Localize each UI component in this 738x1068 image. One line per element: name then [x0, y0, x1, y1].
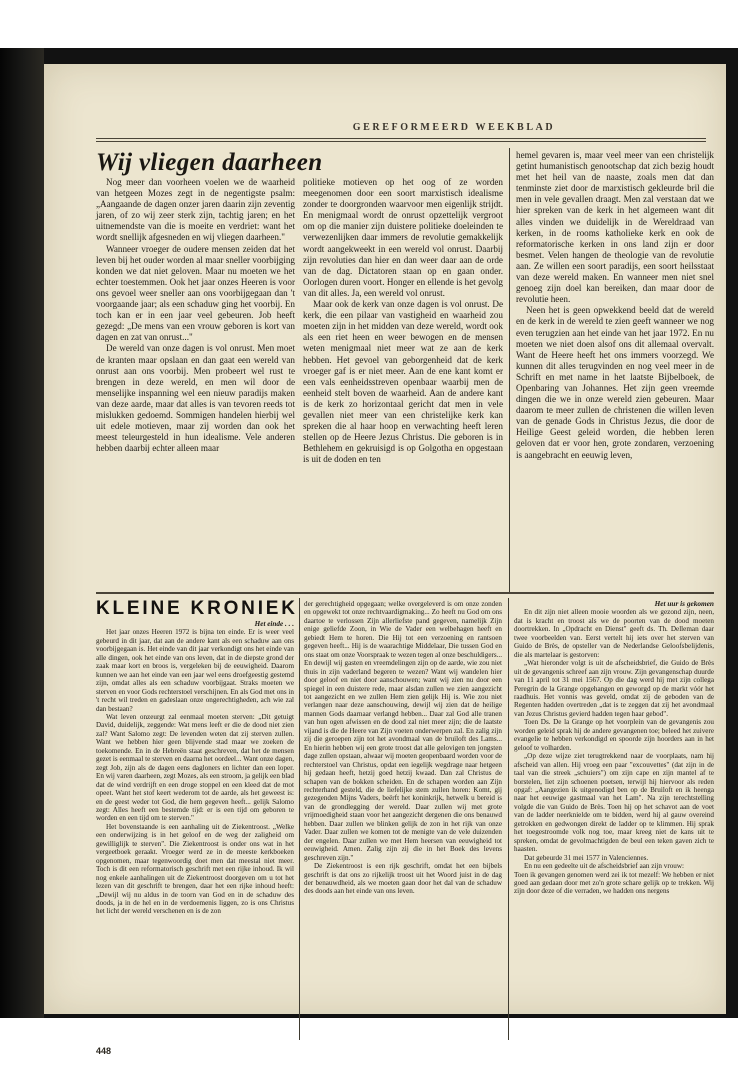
kroniek-paragraph: der gerechtigheid opgegaan; welke overgeleverd is om onze zonden en opgewekt tot onze rechtvaardigmaking... Zo heeft nu God om ons daartoe te verlossen Zijn allerliefste pand gegeven, namelijk Zijn enige geliefde Zoon, in Wie de Vader een welbehagen heeft en gebiedt Hem te horen. Die Hij tot een verzoening en rantsoen gegeven heeft... Hij is de waarachtige Middelaar, Die tussen God en ons staat om onze Voorspraak te wezen tegen al onze beschuldigers... En dewijl wij gasten en vreemdelingen zijn op de aarde, wie zou niet thuis in zijn vaderland begeren te wezen? Want wij wandelen hier door geloof en niet door aanschouwen; want wij zien nu door een spiegel in een duistere rede, maar alsdan zullen we zien aangezicht tot aangezicht en we zullen Hem zien gelijk Hij is. Wie zou niet verlangen naar deze aanschouwing, dewijl wij zien dat de heilige mannen Gods daarnaar verlangd hebben... Daar zal God alle tranen van hun ogen afwissen en de dood zal niet meer zijn; die de laatste vijand is die de Heere van Zijn voeten onderwerpen zal. En zalig zijn zij die geroepen zijn tot het avondmaal van de bruiloft des Lams... En hierin hebben wij een grote troost dat alle gelovigen ten jongsten dage zullen opstaan, alwaar wij moeten geopenbaard worden voor de rechterstoel van Christus, opdat een iegelijk wegdrage naar hetgeen hij gedaan heeft, hetzij goed hetzij kwaad. Dan zal Christus de schapen van de bokken scheiden. En de schapen worden aan Zijn rechterhand gesteld, die de liefelijke stem zullen horen: Komt, gij gezegenden Mijns Vaders, beërft het koninkrijk, hetwelk u bereid is van de grondlegging der wereld. Daar zullen wij met grote vrijmoedigheid staan voor het aangezicht dergenen die ons benauwd hebben. Daar zullen we blinken gelijk de zon in het rijk van onze Vader. Daar zullen we komen tot de menigte van de vele duizenden der engelen. Daar zullen we met Hem heersen van eeuwigheid tot eeuwigheid. Amen. Zalig zijn zij die in het Boek des levens geschreven zijn."	[304, 600, 502, 862]
kroniek-column-3	[514, 600, 714, 896]
kroniek-paragraph: Het bovenstaande is een aanhaling uit de Ziekentroost. „Welke een onderwijzing is in het geloof en de weg der zaligheid om gewilliglijk te sterven". Die Ziekentroost is onder ons wat in het vergeetboek geraakt. Vroeger werd ze in de meeste kerkboeken opgenomen, maar tegenwoordig doet men dat meestal niet meer. Toch is dit een reformatorisch geschrift met een rijke inhoud. Ik wil nog enkele aanhalingen uit de Ziekentroost doorgeven om u tot het lezen van dit geschrift te brengen, daar het een rijke inhoud heeft: „Dewijl wij nu aldus in de toorn van God en in de schaduw des doods, ja in de hel en in de verdoemenis liggen, zo is ons Christus het licht der wereld verschenen en is de zon	[96, 822, 294, 916]
article-paragraph: hemel gevaren is, maar veel meer van een christelijk getint humanistisch genootschap dat zich bezig houdt met het heil van de naaste, zoals men dat dan tenminste ziet door de marxistisch gekleurde bril die men in vele gevallen draagt. Men zal verstaan dat we hier spreken van de kerk in het algemeen want dit alles vinden we duidelijk in de Wereldraad van kerken, in de rooms katholieke kerk en ook de reformatorische kerken in ons land zijn er door besmet. Velen hangen de theologie van de revolutie aan. Ze willen een soort paradijs, een soort heilsstaat van deze wereld maken. En wanneer men niet snel genoeg zijn doel kan bereiken, dan maar door de revolutie heen.	[516, 150, 714, 305]
header-rule	[96, 138, 706, 139]
book-spine	[0, 48, 44, 1018]
article-column-3	[516, 150, 714, 461]
section-rule	[96, 592, 714, 594]
article-paragraph: politieke motieven op het oog of ze worden meegenomen door een soort marxistisch idealisme zonder te doorgronden waarvoor men eigenlijk strijdt. En menigmaal wordt de onrust opzettelijk vergroot om op die manier zijn duistere politieke doeleinden te verwezenlijken daar immers de revolutie gemakkelijk wordt aangekweekt in een wereld vol onrust. Daarbij zijn revoluties dan hier en dan weer daar aan de orde van de dag. Dictatoren staan op en gaan onder. Oorlogen duren voort. Honger en ellende is het gevolg van dit alles. Ja, een wereld vol onrust.	[303, 177, 503, 298]
kroniek-paragraph: En nu een gedeelte uit de afscheidsbrief aan zijn vrouw:	[524, 862, 685, 871]
section-title: KLEINE KRONIEK	[96, 598, 298, 619]
running-header: GEREFORMEERD WEEKBLAD	[352, 122, 556, 133]
kroniek-paragraph: De Ziekentroost is een rijk geschrift, omdat het een bijbels geschrift is dat ons zo rijkelijk troost uit het Woord juist in de dag der benauwdheid, als we moeten gaan door het dal van de schaduw des doods aan het einde van ons leven.	[304, 862, 502, 896]
kroniek-paragraph: Toen Ds. De la Grange op het voorplein van de gevangenis zou worden geleid sprak hij de andere gevangenen toe; beleed het zuivere evangelie te hebben verkondigd en spoorde zijn hoorders aan in het geloof te volharden.	[514, 718, 714, 752]
column-divider	[508, 598, 509, 1040]
article-paragraph: De wereld van onze dagen is vol onrust. Men moet de kranten maar opslaan en dan gaat een wereld van onrust aan ons voorbij. Men probeert wel rust te brengen in deze wereld, en men wil door de menselijke inspanning wel een nieuw paradijs maken van deze aarde, maar dat alles is van tevoren reeds tot mislukken gedoemd. Sommigen handelen hierbij wel uit edele motieven, maar zij worden dan ook het meest teleurgesteld in hun idealisme. Vele anderen hebben daarbij echter alleen maar	[96, 343, 295, 454]
article-paragraph: Nog meer dan voorheen voelen we de waarheid van hetgeen Mozes zegt in de negentigste psalm: „Aangaande de dagen onzer jaren daarin zijn zeventig jaren, of zo wij zeer sterk zijn, tachtig jaren; en het uitnemendste van die is moeite en verdriet: want het wordt snellijk afgesneden en wij vliegen daarheen."	[96, 177, 295, 243]
kroniek-paragraph: „Wat hieronder volgt is uit de afscheidsbrief, die Guido de Brès uit de gevangenis schreef aan zijn vrouw. Zijn gevangenschap duurde van 11 april tot 31 mei 1567. Op die dag werd hij met zijn collega Peregrin de la Grange opgehangen en geworgd op de markt vóór het raadhuis. Het vonnis was geveld, omdat zij de geboden van de Regenten hadden overtreden „dat is te zeggen dat zij het avondmaal van Jezus Christus gevierd hadden tegen haar gebod".	[514, 659, 714, 718]
kroniek-paragraph: Dat gebeurde 31 mei 1577 in Valenciennes.	[524, 853, 649, 862]
kroniek-paragraph: Het jaar onzes Heeren 1972 is bijna ten einde. Er is weer veel gebeurd in dit jaar, dat aan de andere kant als een schaduw aan ons voorbijgegaan is. Het einde van dit jaar verkondigt ons het einde van alle dingen, ook het einde van ons leven, dat in de diepste grond der zaak maar kort en broos is, vergeleken bij de eeuwigheid. Daarom kunnen we aan het einde van een jaar wel eens droefgeestig gestemd zijn, omdat alles als een schaduw voorbijgaat. Straks moeten we sterven en voor Gods rechterstoel verschijnen. En als God met ons in 't recht wil treden en gadeslaan onze ongerechtigheden, ach wie zal dan bestaan?	[96, 628, 294, 713]
kroniek-paragraph: En dit zijn niet alleen mooie woorden als we gezond zijn, neen, dat is kracht en troost als we de poorten van de dood moeten doortrekken. In „Opdracht en Dienst" geeft ds. Th. Delleman daar twee voorbeelden van. Eerst vertelt hij iets over het sterven van Guido de Brès, de opsteller van de Nederlandse Geloofsbelijdenis, die als martelaar is gestorven:	[514, 608, 714, 659]
column-divider	[509, 148, 510, 592]
article-title: Wij vliegen daarheen	[96, 149, 323, 176]
article-column-2	[303, 177, 503, 465]
section-subtitle: Het uur is gekomen	[654, 599, 714, 608]
page-number: 448	[96, 1046, 112, 1056]
article-paragraph: Wanneer vroeger de oudere mensen zeiden dat het leven bij het ouder worden al maar sneller voorbijging konden we dat niet geloven. Maar nu moeten we het echter toestemmen. Ook het jaar onzes Heeren is voor ons gevoel weer sneller aan ons voorbijgegaan dan 't voorgaande jaar; als een schaduw ging het voorbij. En toch kan er in een jaar veel gebeuren. Job heeft gezegd: „De mens van een vrouw geboren is kort van dagen en zat van onrust..."	[96, 243, 295, 343]
kroniek-column-2	[304, 600, 502, 896]
article-paragraph: Neen het is geen opwekkend beeld dat de wereld en de kerk in de wereld te zien geeft wanneer we nog even terugzien aan het einde van het jaar 1972. En nu moeten we niet doen alsof ons dit allemaal overvalt. Want de Heere heeft het ons immers voorzegd. We kunnen dit alles terugvinden en nog veel meer in de Schrift en met name in het laatste Bijbelboek, de Openbaring van Johannes. Het zijn geen vreemde dingen die we in onze wereld zien gebeuren. Maar daarom te meer zullen de christenen die willen leven van de genade Gods in Christus Jezus, die door de Heilige Geest geleid worden, die hebben leren geloven dat er voor hen, grote zondaren, verzoening is aangebracht en eeuwig leven,	[516, 305, 714, 460]
column-divider	[299, 598, 300, 1040]
kroniek-paragraph: „Op deze wijze ziet terugtrekkend naar de voorplaats, nam hij afscheid van allen. Hij vroeg een paar "excouvettes" (dat zijn in de taal van die streek „schuiers") om zijn cape en zijn mantel af te borstelen, liet zijn schoenen poetsen, terwijl hij hiervoor als reden opgaf: „Aangezien ik uitgenodigd ben op de Bruiloft en ik heenga naar het eeuwige gastmaal van het Lam". Na zijn terechtstelling volgde die van Guido de Brès. Toen hij op het schavot aan de voet van de ladder neerknielde om te bidden, werd hij al gauw overeind getrokken en gedwongen direkt de ladder op te klimmen. Hij sprak het toegestroomde volk nog toe, maar kreeg niet de kans uit te spreken, omdat de gevolmachtigden de beul een teken gaven zich te haasten.	[514, 752, 714, 854]
header-rule-thin	[96, 141, 706, 142]
kroniek-column-1	[96, 620, 294, 916]
section-subtitle: Het einde . . .	[254, 620, 294, 628]
article-paragraph: Maar ook de kerk van onze dagen is vol onrust. De kerk, die een pilaar van vastigheid en waarheid zou moeten zijn in het midden van deze wereld, wordt ook als een riet heen en weer bewogen en de mensen weten menigmaal niet meer wat ze aan de kerk hebben. Het gevoel van geborgenheid dat de kerk vroeger gaf is er niet meer. Aan de ene kant komt er een vals eenheidsstreven openbaar waarbij men de eenheid stelt boven de waarheid. Aan de andere kant is de kerk zo horizontaal gericht dat men in vele gevallen niet meer van een christelijke kerk kan spreken die al haar hoop en verwachting heeft leren stellen op de Heere Jezus Christus. Die geboren is in Bethlehem en gekruisigd is op Golgotha en opgestaan is uit de doden en ten	[303, 299, 503, 465]
magazine-page	[44, 64, 726, 1056]
article-column-1	[96, 177, 295, 454]
kroniek-paragraph: Wat leven onzeurgt zal eenmaal moeten sterven: „Dit getuigt David, duidelijk, zeggende: Wat mens leeft er die de dood niet zien zal? Want Salomo zegt: De levenden weten dat zij sterven zullen. Want we hebben hier geen blijvende stad maar we zoeken de toekomende. En in de Hebreën staat geschreven, dat het de mensen gezet is eenmaal te sterven en daarna het oordeel... Want onze dagen, zegt Job, zijn als de dagen eens dagloners en lichter dan een loper. En wij varen daarheen, zegt Mozes, als een stroom, ja gelijk een blad dat de wind verdrijft en een droge stoppel en een kleed dat de mot opeet. Want het stof keert wederom tot de aarde, als het geweest is: en de geest weder tot God, die hem gegeven heeft... gelijk Salomo zegt: Alles heeft een bestemde tijd: er is een tijd om geboren te worden en een tijd om te sterven."	[96, 712, 294, 823]
kroniek-paragraph: Toen ik gevangen genomen werd zei ik tot mezelf: We hebben er niet goed aan gedaan door met zo'n grote schare gelijk op te trekken. Wij zijn door deze of die verraden, we hadden ons nergens	[514, 870, 714, 896]
